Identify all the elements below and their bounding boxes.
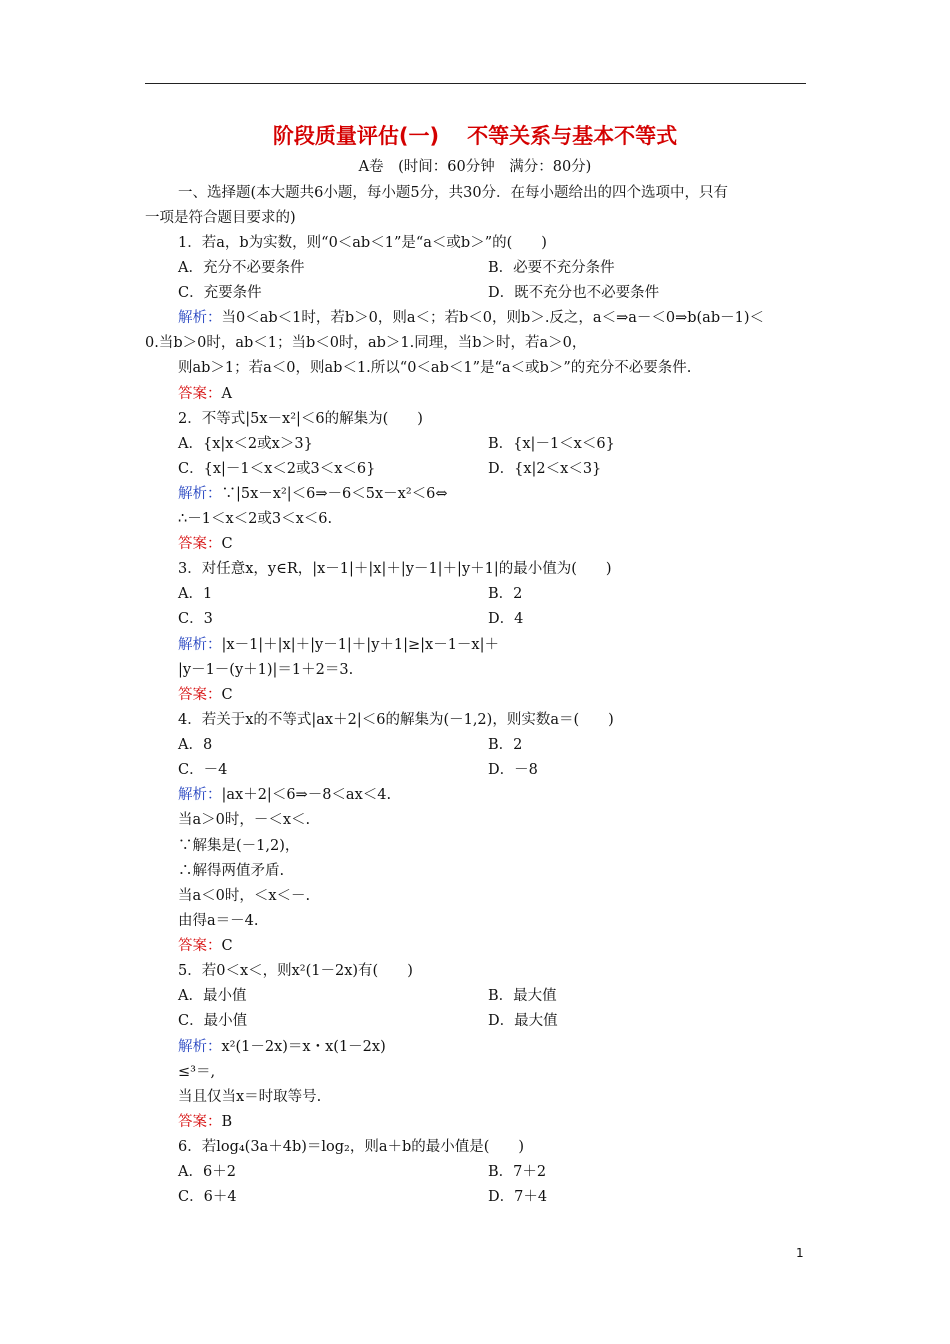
analysis-label: 解析： (178, 486, 222, 502)
title-part2: 不等关系与基本不等式 (467, 124, 678, 148)
answer-label: 答案： (178, 938, 222, 954)
answer-label: 答案： (178, 536, 222, 552)
q2-stem: 2．不等式|5x－x²|＜6的解集为( ) (178, 411, 423, 427)
q3-option-b: B．2 (488, 586, 523, 602)
analysis-label: 解析： (178, 787, 222, 803)
subtitle: A卷 (时间：60分钟 满分：80分) (358, 159, 592, 175)
page-number: 1 (796, 1246, 804, 1260)
q6-stem: 6．若log₄(3a＋4b)＝log₂，则a＋b的最小值是( ) (178, 1139, 525, 1155)
title-part1: 阶段质量评估(一) (272, 124, 440, 148)
q4-analysis-line1: 解析：|ax＋2|＜6⇒－8＜ax＜4. (178, 787, 392, 803)
q1-analysis-line3: 则ab＞1；若a＜0，则ab＜1.所以“0＜ab＜1”是“a＜或b＞”的充分不必要条件. (178, 360, 692, 376)
q1-analysis-line2: 0.当b＞0时，ab＜1；当b＜0时，ab＞1.同理，当b＞时，若a＞0， (145, 335, 587, 351)
q6-option-c: C．6＋4 (178, 1189, 237, 1205)
analysis-label: 解析： (178, 310, 222, 326)
answer-label: 答案： (178, 1114, 222, 1130)
q2-option-c: C．{x|－1＜x＜2或3＜x＜6} (178, 461, 376, 477)
q4-option-a: A．8 (178, 737, 213, 753)
q4-analysis-line4: ∴解得两值矛盾. (178, 863, 285, 879)
section-intro-line1: 一、选择题(本大题共6小题，每小题5分，共30分．在每小题给出的四个选项中，只有 (178, 185, 729, 201)
q2-analysis-line1: 解析：∵|5x－x²|＜6⇒－6＜5x－x²＜6⇔ (178, 486, 448, 502)
q5-analysis-line1: 解析：x²(1－2x)＝x・x(1－2x) (178, 1039, 386, 1055)
answer-label: 答案： (178, 386, 222, 402)
q2-option-b: B．{x|－1＜x＜6} (488, 436, 615, 452)
q6-option-b: B．7＋2 (488, 1164, 547, 1180)
q4-option-d: D．－8 (488, 762, 538, 778)
q5-option-b: B．最大值 (488, 988, 557, 1004)
q3-option-c: C．3 (178, 611, 213, 627)
q5-answer: 答案：B (178, 1114, 233, 1130)
analysis-label: 解析： (178, 637, 222, 653)
q3-answer: 答案：C (178, 687, 233, 703)
answer-label: 答案： (178, 687, 222, 703)
q4-option-b: B．2 (488, 737, 523, 753)
q2-answer: 答案：C (178, 536, 233, 552)
q2-option-a: A．{x|x＜2或x＞3} (178, 436, 313, 452)
q4-stem: 4．若关于x的不等式|ax＋2|＜6的解集为(－1,2)，则实数a＝( ) (178, 712, 614, 728)
section-intro-line2: 一项是符合题目要求的) (145, 210, 296, 226)
q4-analysis-line2: 当a＞0时，－＜x＜. (178, 812, 311, 828)
q3-analysis-line2: |y－1－(y＋1)|＝1＋2＝3. (178, 662, 354, 678)
q1-option-a: A．充分不必要条件 (178, 260, 305, 276)
q3-stem: 3．对任意x，y∈R，|x－1|＋|x|＋|y－1|＋|y＋1|的最小值为( ) (178, 561, 612, 577)
q1-option-c: C．充要条件 (178, 285, 262, 301)
q5-option-d: D．最大值 (488, 1013, 558, 1029)
q6-option-a: A．6＋2 (178, 1164, 236, 1180)
q3-option-d: D．4 (488, 611, 524, 627)
q3-option-a: A．1 (178, 586, 213, 602)
page-title (0, 120, 950, 150)
q4-analysis-line3: ∵解集是(－1,2)， (178, 838, 300, 854)
q6-option-d: D．7＋4 (488, 1189, 548, 1205)
q4-analysis-line5: 当a＜0时，＜x＜－. (178, 888, 311, 904)
q1-option-d: D．既不充分也不必要条件 (488, 285, 660, 301)
q5-analysis-line2: ≤³＝, (178, 1064, 216, 1080)
analysis-label: 解析： (178, 1039, 222, 1055)
q1-stem: 1．若a，b为实数，则“0＜ab＜1”是“a＜或b＞”的( ) (178, 235, 547, 251)
q1-analysis-line1: 解析：当0＜ab＜1时，若b＞0，则a＜；若b＜0，则b＞.反之，a＜⇒a－＜0⇒b(ab－1)＜ (178, 310, 764, 326)
header-rule (145, 83, 806, 84)
q2-option-d: D．{x|2＜x＜3} (488, 461, 602, 477)
q5-stem: 5．若0＜x＜，则x²(1－2x)有( ) (178, 963, 413, 979)
q2-analysis-line2: ∴－1＜x＜2或3＜x＜6. (178, 511, 333, 527)
q5-option-c: C．最小值 (178, 1013, 248, 1029)
q5-analysis-line3: 当且仅当x＝时取等号. (178, 1089, 322, 1105)
q4-answer: 答案：C (178, 938, 233, 954)
q1-option-b: B．必要不充分条件 (488, 260, 615, 276)
q3-analysis-line1: 解析：|x－1|＋|x|＋|y－1|＋|y＋1|≥|x－1－x|＋ (178, 637, 499, 653)
q4-analysis-line6: 由得a＝－4. (178, 913, 259, 929)
q5-option-a: A．最小值 (178, 988, 247, 1004)
q1-answer: 答案：A (178, 386, 232, 402)
q4-option-c: C．－4 (178, 762, 228, 778)
